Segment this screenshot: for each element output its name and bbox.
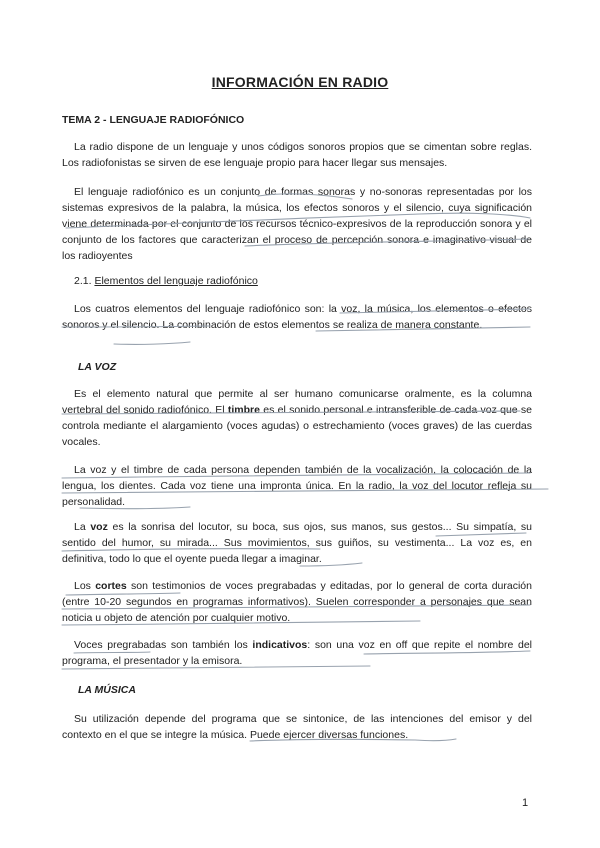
text-segment: Es el elemento natural que permite al ser humano comunicarse oralmente, es la columna vertebral del sonido radiofónico. El xyxy=(62,388,532,416)
paragraph-voz-sonrisa xyxy=(62,519,532,567)
text-segment: Los xyxy=(74,580,96,592)
paragraph-elements: Los cuatros elementos del lenguaje radiofónico son: la voz, la música, los elementos o efectos sonoros y el silencio. La combinación de estos elementos se realiza de manera constante. xyxy=(62,303,532,331)
text-segment: : son una voz en off que repite el nombre del programa, el presentador y la emisora. xyxy=(62,639,532,667)
heading-la-musica: LA MÚSICA xyxy=(78,684,136,696)
text-segment: Voces pregrabadas son también los xyxy=(74,639,253,651)
pencil-underline xyxy=(114,342,190,344)
section-title: Elementos del lenguaje radiofónico xyxy=(94,275,258,287)
paragraph-musica: Su utilización depende del programa que se sintonice, de las intenciones del emisor y del contexto en el que se integre la música. Puede ejercer diversas funciones. xyxy=(62,713,532,741)
page-number: 1 xyxy=(522,797,529,809)
text-segment: es la sonrisa del locutor, su boca, sus ojos, sus manos, sus gestos... Su simpatía, su sentido del humor, su mirada... Sus movimientos, sus guiños, su vestimenta... La voz es, en definitiva, todo lo que el oyente pueda llegar a imaginar. xyxy=(62,521,532,565)
text-segment: La xyxy=(74,521,91,533)
keyword-voz: voz xyxy=(90,521,108,533)
paragraph-voz-timbre: La voz y el timbre de cada persona dependen también de la vocalización, la colocación de la lengua, los dientes. Cada voz tiene una impronta única. En la radio, la voz del locutor refleja su personalidad. xyxy=(62,464,532,508)
paragraph-indicativos xyxy=(62,637,532,669)
topic-heading: TEMA 2 - LENGUAJE RADIOFÓNICO xyxy=(62,114,245,126)
section-number: 2.1. xyxy=(74,275,92,287)
paragraph-cortes xyxy=(62,578,532,626)
text-segment: son testimonios de voces pregrabadas y editadas, por lo general de corta duración (entre 10-20 segundos en programas informativos). Suelen corresponder a personajes que sean noticia u objeto de atención por cualquier motivo. xyxy=(62,580,532,624)
heading-la-voz: LA VOZ xyxy=(78,361,117,373)
section-heading xyxy=(74,275,258,287)
paragraph-intro: La radio dispone de un lenguaje y unos códigos sonoros propios que se cimentan sobre reglas. Los radiofonistas se sirven de ese lenguaje propio para hacer llegar sus mensajes. xyxy=(62,141,532,169)
document-title: INFORMACIÓN EN RADIO xyxy=(211,74,389,90)
keyword-cortes: cortes xyxy=(95,580,127,592)
keyword-timbre: timbre xyxy=(227,404,260,416)
paragraph-voz-definition xyxy=(62,386,532,450)
paragraph-definition: El lenguaje radiofónico es un conjunto de formas sonoras y no-sonoras representadas por los sistemas expresivos de la palabra, la música, los efectos sonoros y el silencio, cuya significación viene determinada por el conjunto de los recursos técnico-expresivos de la reproducción sonora y el conjunto de los factores que caracterizan el proceso de percepción sonora e imaginativo-visual de los radioyentes xyxy=(62,186,532,262)
text-segment: es el sonido personal e intransferible de cada voz que se controla mediante el alargamiento (voces agudas) o estrechamiento (voces graves) de las cuerdas vocales. xyxy=(62,404,533,448)
keyword-indicativos: indicativos xyxy=(252,639,308,651)
